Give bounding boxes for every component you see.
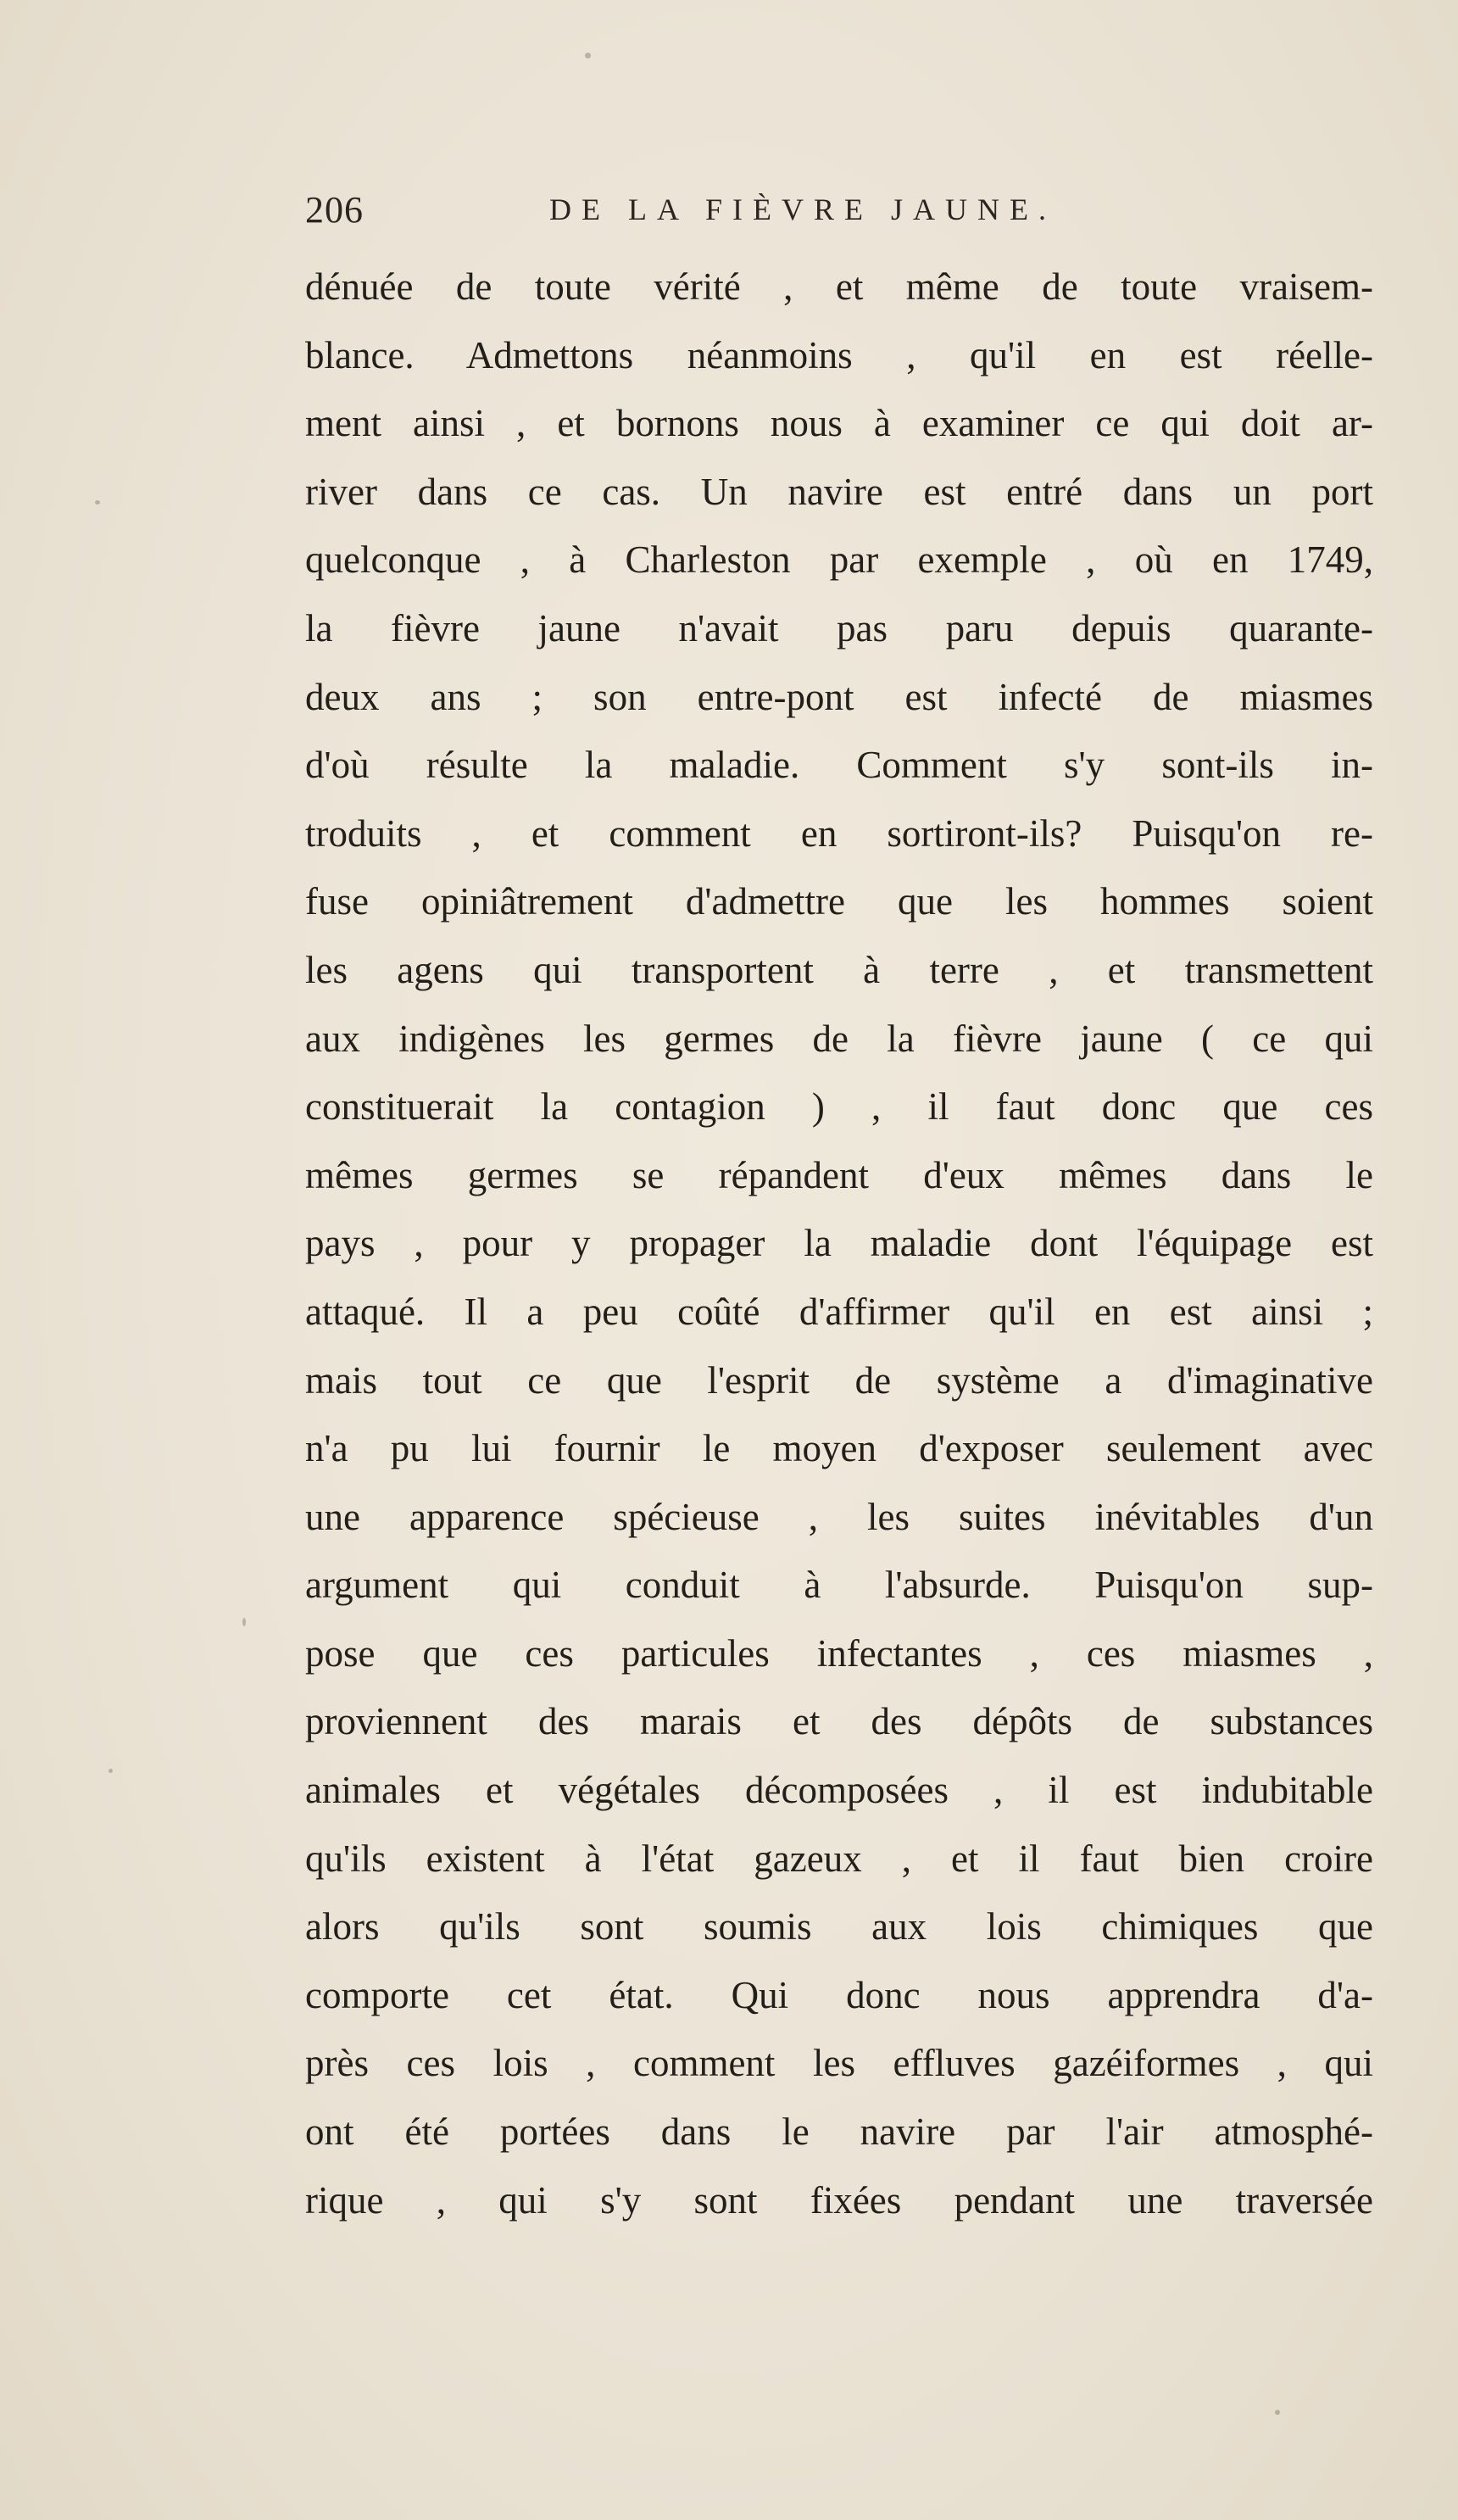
- text-line: animales et végétales décomposées , il est indubitable: [305, 1769, 1373, 1812]
- text-line: argument qui conduit à l'absurde. Puisqu'on sup-: [305, 1564, 1373, 1607]
- paper-speck: [1275, 2410, 1280, 2415]
- text-line: comporte cet état. Qui donc nous apprendra d'a-: [305, 1973, 1373, 2016]
- text-line: ont été portées dans le navire par l'air atmosphé-: [305, 2110, 1373, 2154]
- paper-speck: [585, 53, 591, 59]
- paper-speck: [109, 1769, 113, 1773]
- text-line: deux ans ; son entre-pont est infecté de miasmes: [305, 675, 1373, 718]
- text-line: mais tout ce que l'esprit de système a d'imaginative: [305, 1358, 1373, 1402]
- text-line: attaqué. Il a peu coûté d'affirmer qu'il en est ainsi ;: [305, 1290, 1373, 1333]
- text-line: quelconque , à Charleston par exemple , où en 1749,: [305, 538, 1373, 582]
- text-line: river dans ce cas. Un navire est entré dans un port: [305, 470, 1373, 513]
- text-line: proviennent des marais et des dépôts de substances: [305, 1700, 1373, 1743]
- text-line: constituerait la contagion ) , il faut donc que ces: [305, 1085, 1373, 1129]
- text-line: d'où résulte la maladie. Comment s'y sont-ils in-: [305, 744, 1373, 787]
- text-line: près ces lois , comment les effluves gazéiformes , qui: [305, 2042, 1373, 2085]
- text-line: rique , qui s'y sont fixées pendant une traversée: [305, 2178, 1373, 2222]
- text-line: pose que ces particules infectantes , ces miasmes ,: [305, 1631, 1373, 1675]
- text-line: aux indigènes les germes de la fièvre jaune ( ce qui: [305, 1017, 1373, 1060]
- text-line: n'a pu lui fournir le moyen d'exposer seulement avec: [305, 1427, 1373, 1470]
- text-line: fuse opiniâtrement d'admettre que les hommes soient: [305, 880, 1373, 923]
- text-line: pays , pour y propager la maladie dont l'équipage est: [305, 1222, 1373, 1265]
- text-line: les agens qui transportent à terre , et transmettent: [305, 948, 1373, 991]
- running-title: DE LA FIÈVRE JAUNE.: [549, 192, 1056, 226]
- text-line: la fièvre jaune n'avait pas paru depuis quarante-: [305, 606, 1373, 650]
- text-line: blance. Admettons néanmoins , qu'il en est réelle-: [305, 333, 1373, 376]
- text-line: mêmes germes se répandent d'eux mêmes dans le: [305, 1153, 1373, 1196]
- running-header: [305, 188, 1390, 239]
- text-line: troduits , et comment en sortiront-ils? Puisqu'on re-: [305, 811, 1373, 855]
- body-text: [305, 253, 1373, 2234]
- text-line: alors qu'ils sont soumis aux lois chimiques que: [305, 1905, 1373, 1949]
- paper-speck: [242, 1618, 246, 1626]
- text-line: dénuée de toute vérité , et même de toute vraisem-: [305, 265, 1373, 308]
- text-line: une apparence spécieuse , les suites inévitables d'un: [305, 1495, 1373, 1538]
- text-line: ment ainsi , et bornons nous à examiner ce qui doit ar-: [305, 402, 1373, 445]
- paper-speck: [95, 500, 100, 505]
- text-line: qu'ils existent à l'état gazeux , et il faut bien croire: [305, 1837, 1373, 1880]
- page-number: 206: [305, 189, 364, 231]
